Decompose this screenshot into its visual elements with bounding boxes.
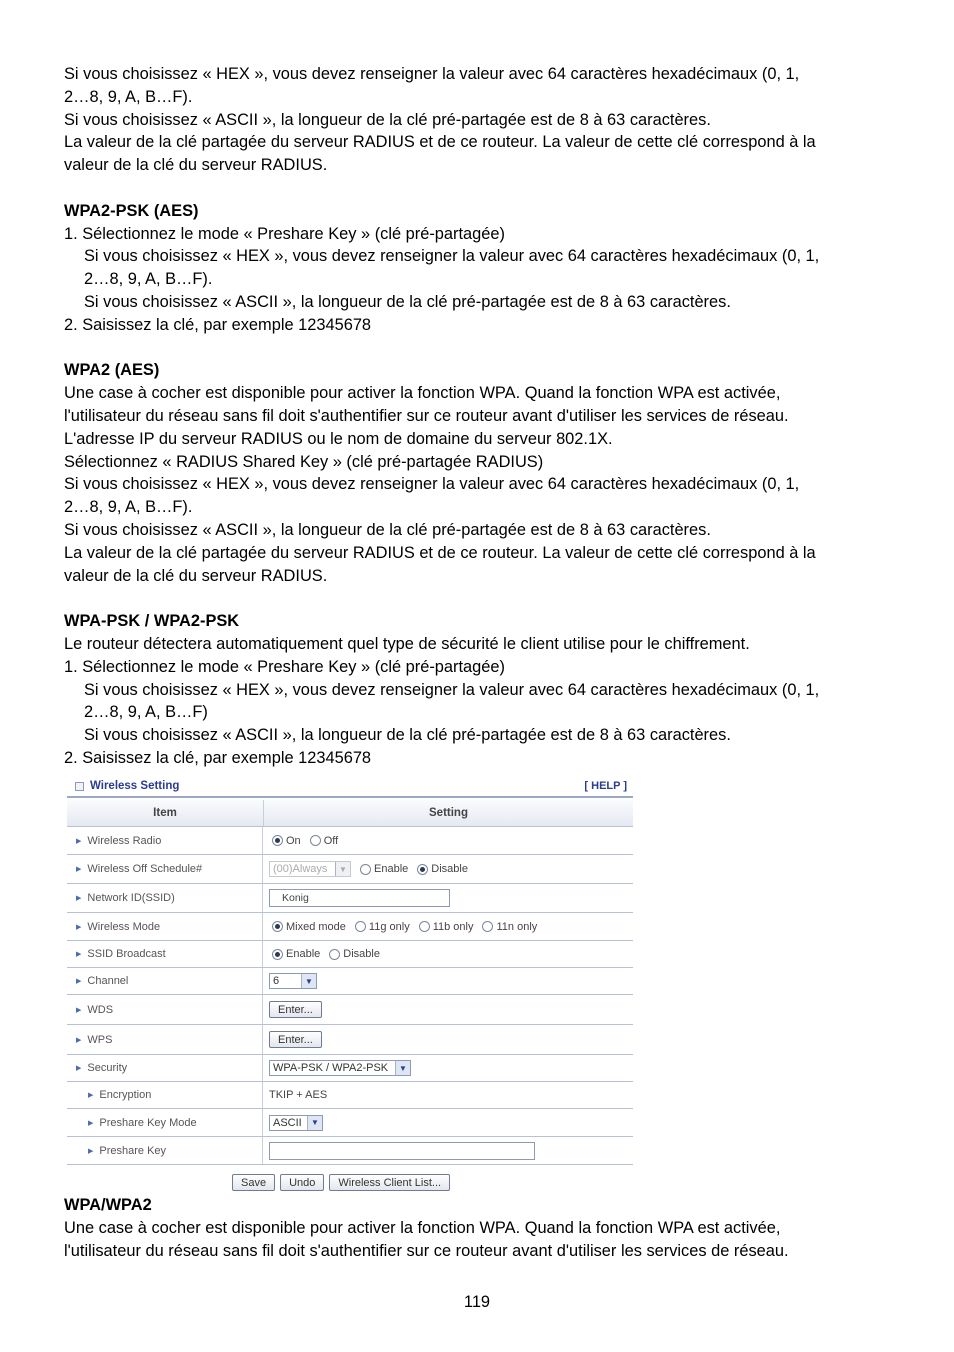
section-heading-wpa-wpa2: WPA/WPA2 — [64, 1196, 152, 1214]
encryption-value: TKIP + AES — [269, 1089, 328, 1101]
column-header-item: Item — [67, 800, 264, 826]
schedule-select[interactable] — [269, 861, 351, 877]
chevron-down-icon: ▼ — [307, 1116, 322, 1130]
row-encryption — [67, 1082, 633, 1109]
paragraph-line: l'utilisateur du réseau sans fil doit s'authentifier sur ce routeur avant d'utiliser les services de réseau. — [64, 1241, 789, 1260]
arrow-right-icon: ▶ — [76, 866, 82, 873]
arrow-right-icon: ▶ — [76, 923, 82, 931]
panel-title — [67, 780, 179, 792]
row-label: Wireless Off Schedule# — [87, 863, 203, 875]
step-line: 1. Sélectionnez le mode « Preshare Key » (clé pré-partagée) — [64, 657, 505, 676]
channel-select[interactable] — [269, 973, 317, 989]
paragraph-line: La valeur de la clé partagée du serveur RADIUS et de ce routeur. La valeur de cette clé correspond à la — [64, 543, 816, 562]
page-number: 119 — [463, 1293, 491, 1311]
column-header-setting: Setting — [429, 807, 468, 819]
paragraph-line: Si vous choisissez « HEX », vous devez renseigner la valeur avec 64 caractères hexadécimaux (0, 1, — [84, 247, 820, 266]
broadcast-enable-label: Enable — [286, 948, 321, 960]
row-channel — [67, 968, 633, 995]
help-link[interactable]: [ HELP ] — [584, 780, 627, 792]
row-security — [67, 1055, 633, 1082]
row-label: Channel — [87, 975, 129, 987]
arrow-right-icon: ▶ — [76, 895, 82, 902]
channel-select-value: 6 — [273, 975, 280, 987]
paragraph-line: Si vous choisissez « ASCII », la longueur de la clé pré-partagée est de 8 à 63 caractères. — [64, 520, 711, 539]
arrow-right-icon: ▶ — [76, 1006, 82, 1014]
schedule-disable-label: Disable — [431, 863, 468, 875]
ssid-input[interactable]: Konig — [269, 889, 450, 907]
paragraph-line: l'utilisateur du réseau sans fil doit s'authentifier sur ce routeur avant d'utiliser les services de réseau. — [64, 406, 789, 425]
row-wps — [67, 1025, 633, 1055]
mode-mixed-radio[interactable] — [272, 921, 283, 932]
arrow-right-icon: ▶ — [88, 1147, 94, 1155]
chevron-down-icon: ▼ — [335, 862, 350, 876]
paragraph-line: Sélectionnez « RADIUS Shared Key » (clé pré-partagée RADIUS) — [64, 452, 544, 471]
undo-button[interactable]: Undo — [280, 1174, 324, 1191]
arrow-right-icon: ▶ — [76, 1065, 82, 1072]
row-label: Security — [87, 1062, 128, 1074]
paragraph-line: Si vous choisissez « ASCII », la longueur de la clé pré-partagée est de 8 à 63 caractères. — [64, 110, 711, 129]
arrow-right-icon: ▶ — [76, 978, 82, 985]
mode-mixed-label: Mixed mode — [286, 920, 346, 933]
wds-enter-button[interactable]: Enter... — [269, 1001, 322, 1018]
arrow-right-icon: ▶ — [76, 837, 82, 845]
document-body — [64, 63, 904, 770]
row-label: WDS — [87, 1003, 114, 1016]
arrow-right-icon: ▶ — [76, 951, 82, 958]
row-wireless-off-schedule — [67, 855, 633, 884]
panel-title-text: Wireless Setting — [90, 780, 180, 792]
row-preshare-key-mode — [67, 1109, 633, 1137]
paragraph-line: Si vous choisissez « HEX », vous devez renseigner la valeur avec 64 caractères hexadécimaux (0, 1, — [64, 475, 800, 494]
schedule-select-value: (00)Always — [273, 863, 328, 875]
paragraph-line: Si vous choisissez « HEX », vous devez renseigner la valeur avec 64 caractères hexadécimaux (0, 1, — [64, 65, 800, 83]
save-button[interactable]: Save — [232, 1174, 275, 1191]
schedule-enable-label: Enable — [374, 863, 409, 875]
chevron-down-icon: ▼ — [301, 974, 316, 988]
security-select-value: WPA-PSK / WPA2-PSK — [273, 1062, 389, 1074]
paragraph-line: Le routeur détectera automatiquement quel type de sécurité le client utilise pour le chiffrement. — [64, 634, 750, 653]
mode-11g-radio[interactable] — [355, 921, 366, 932]
chevron-down-icon: ▼ — [395, 1061, 410, 1075]
row-ssid-broadcast — [67, 941, 633, 968]
paragraph-line: Si vous choisissez « ASCII », la longueur de la clé pré-partagée est de 8 à 63 caractères. — [84, 292, 731, 311]
security-select[interactable] — [269, 1060, 411, 1076]
square-icon — [75, 782, 84, 791]
mode-11b-radio[interactable] — [419, 921, 430, 932]
radio-on-label: On — [286, 834, 301, 847]
row-wireless-mode — [67, 913, 633, 941]
paragraph-line: Une case à cocher est disponible pour activer la fonction WPA. Quand la fonction WPA est activée, — [64, 1218, 781, 1237]
mode-11n-label: 11n only — [496, 920, 538, 933]
section-heading-wpa-psk-wpa2-psk: WPA-PSK / WPA2-PSK — [64, 612, 240, 631]
section-heading-wpa2: WPA2 (AES) — [64, 361, 160, 380]
row-label: SSID Broadcast — [87, 948, 166, 960]
section-heading-wpa2-psk: WPA2-PSK (AES) — [64, 201, 199, 220]
arrow-right-icon: ▶ — [88, 1092, 94, 1099]
mode-11g-label: 11g only — [368, 920, 410, 933]
wireless-setting-panel — [67, 776, 633, 1191]
row-wireless-radio — [67, 827, 633, 855]
paragraph-line: 2…8, 9, A, B…F). — [84, 270, 213, 289]
paragraph-line: 2…8, 9, A, B…F). — [64, 87, 193, 106]
table-header — [67, 800, 633, 827]
panel-header — [67, 776, 633, 798]
arrow-right-icon: ▶ — [76, 1036, 82, 1044]
paragraph-line: 2…8, 9, A, B…F). — [64, 498, 193, 517]
paragraph-line: Si vous choisissez « HEX », vous devez renseigner la valeur avec 64 caractères hexadécimaux (0, 1, — [84, 680, 820, 699]
schedule-disable-radio[interactable] — [417, 864, 428, 875]
row-label: Preshare Key Mode — [99, 1116, 197, 1129]
preshare-key-mode-value: ASCII — [273, 1116, 302, 1129]
radio-off-label: Off — [323, 834, 339, 847]
paragraph-line: valeur de la clé du serveur RADIUS. — [64, 566, 328, 585]
row-network-id — [67, 884, 633, 913]
row-label: Preshare Key — [99, 1144, 167, 1157]
paragraph-line: La valeur de la clé partagée du serveur RADIUS et de ce routeur. La valeur de cette clé correspond à la — [64, 133, 816, 152]
row-wds — [67, 995, 633, 1025]
action-buttons — [67, 1174, 633, 1191]
paragraph-line: Si vous choisissez « ASCII », la longueur de la clé pré-partagée est de 8 à 63 caractères. — [84, 726, 731, 745]
step-line: 2. Saisissez la clé, par exemple 12345678 — [64, 315, 372, 334]
row-label: Wireless Radio — [87, 834, 162, 847]
mode-11n-radio[interactable] — [482, 921, 493, 932]
broadcast-disable-radio[interactable] — [329, 949, 340, 960]
paragraph-line: L'adresse IP du serveur RADIUS ou le nom de domaine du serveur 802.1X. — [64, 429, 613, 448]
row-label: Network ID(SSID) — [87, 892, 175, 904]
radio-on[interactable] — [272, 835, 283, 846]
schedule-enable-radio[interactable] — [360, 864, 371, 875]
row-preshare-key — [67, 1137, 633, 1165]
row-label: Wireless Mode — [87, 920, 161, 933]
row-label: WPS — [87, 1033, 113, 1046]
step-line: 1. Sélectionnez le mode « Preshare Key » (clé pré-partagée) — [64, 224, 505, 243]
wps-enter-button[interactable]: Enter... — [269, 1031, 322, 1048]
wireless-client-list-button[interactable]: Wireless Client List... — [329, 1174, 450, 1191]
preshare-key-input[interactable] — [269, 1142, 535, 1160]
paragraph-line: valeur de la clé du serveur RADIUS. — [64, 156, 328, 175]
mode-11b-label: 11b only — [432, 920, 474, 933]
preshare-key-mode-select[interactable] — [269, 1115, 323, 1131]
paragraph-line: Une case à cocher est disponible pour activer la fonction WPA. Quand la fonction WPA est activée, — [64, 384, 781, 403]
radio-off[interactable] — [310, 835, 321, 846]
broadcast-enable-radio[interactable] — [272, 949, 283, 960]
arrow-right-icon: ▶ — [88, 1119, 94, 1127]
document-body-bottom — [64, 1194, 904, 1262]
paragraph-line: 2…8, 9, A, B…F) — [84, 703, 208, 722]
broadcast-disable-label: Disable — [343, 948, 380, 960]
row-label: Encryption — [99, 1089, 152, 1101]
step-line: 2. Saisissez la clé, par exemple 12345678 — [64, 748, 372, 767]
